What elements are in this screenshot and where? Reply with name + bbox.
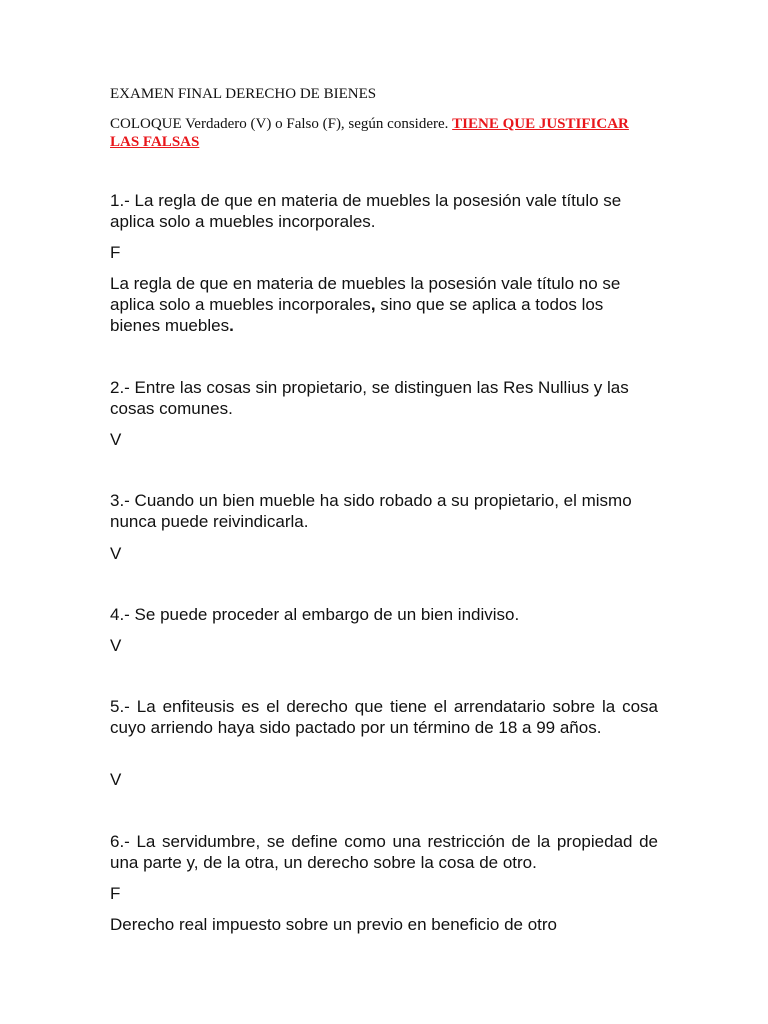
question-6: 6.- La servidumbre, se define como una restricción de la propiedad de una parte y, de la otra, un derecho sobre la cosa de otro. xyxy=(110,832,658,872)
answer-1: F xyxy=(110,243,121,262)
instructions xyxy=(110,115,658,151)
answer-6: F xyxy=(110,884,121,903)
instructions-text: COLOQUE Verdadero (V) o Falso (F), según considere. xyxy=(110,116,453,132)
justification-1-part2: sino que se aplica a todos los bienes muebles xyxy=(110,295,604,335)
answer-5: V xyxy=(110,770,122,789)
justification-1 xyxy=(110,273,658,336)
justification-1-comma: , xyxy=(370,295,376,314)
justification-1-period: . xyxy=(229,316,234,335)
question-5: 5.- La enfiteusis es el derecho que tiene el arrendatario sobre la cosa cuyo arriendo haya sido pactado por un término de 18 a 99 años. xyxy=(110,697,658,737)
answer-3: V xyxy=(110,544,122,563)
answer-4: V xyxy=(110,636,122,655)
answer-2: V xyxy=(110,430,122,449)
justification-1-part1: La regla de que en materia de muebles la posesión vale título no se aplica solo a muebles incorporales xyxy=(110,274,621,314)
exam-title: EXAMEN FINAL DERECHO DE BIENES xyxy=(110,86,377,102)
question-2: 2.- Entre las cosas sin propietario, se distinguen las Res Nullius y las cosas comunes. xyxy=(110,378,629,418)
instructions-emphasis: TIENE QUE JUSTIFICAR LAS FALSAS xyxy=(110,116,629,150)
question-1: 1.- La regla de que en materia de muebles la posesión vale título se aplica solo a muebles incorporales. xyxy=(110,191,622,231)
justification-6: Derecho real impuesto sobre un previo en beneficio de otro xyxy=(110,915,557,934)
question-3: 3.- Cuando un bien mueble ha sido robado a su propietario, el mismo nunca puede reivindicarla. xyxy=(110,491,632,531)
question-4: 4.- Se puede proceder al embargo de un bien indiviso. xyxy=(110,605,520,624)
